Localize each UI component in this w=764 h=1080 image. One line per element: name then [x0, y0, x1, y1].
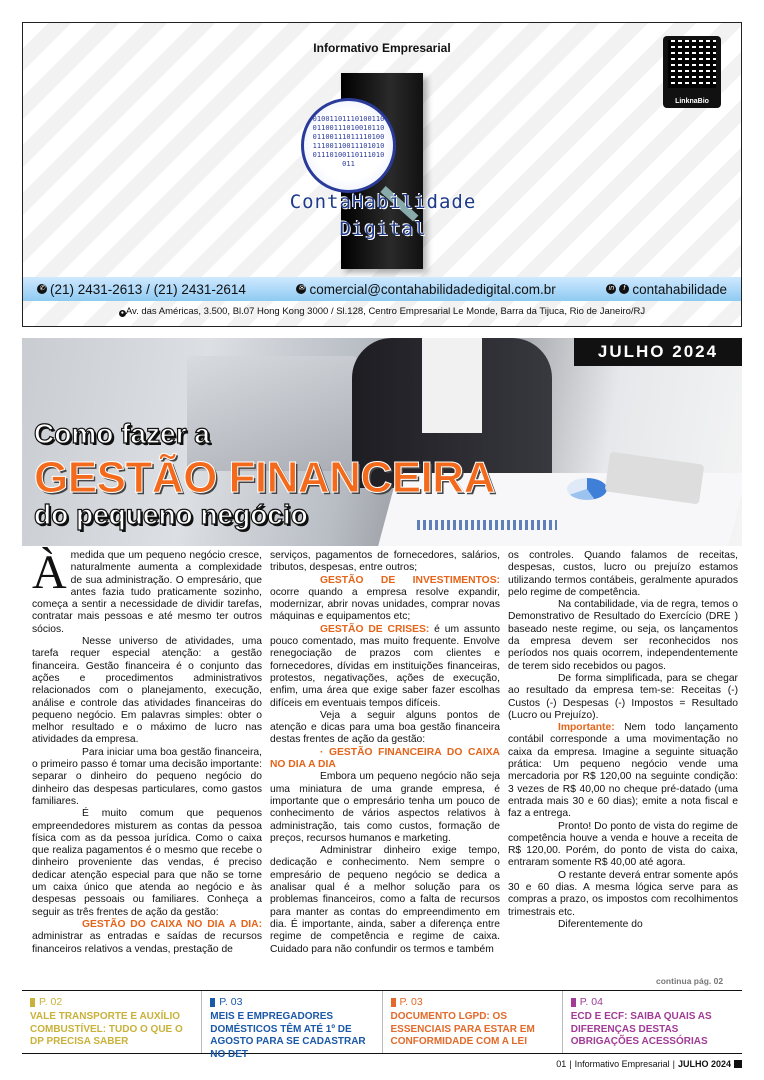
bar-chart-icon — [417, 520, 557, 530]
paragraph: Na contabilidade, via de regra, temos o Demonstrativo de Resultado do Exercício (DRE ) baseado neste regime, ou seja, os lançamentos da empresa devem ser reconhecidos nos períodos nos quais ocorrem, independentemente de terem sido recebidos ou pagos. — [508, 599, 738, 672]
masthead — [22, 22, 742, 327]
continued-link[interactable]: continua pág. 02 — [656, 976, 724, 986]
paragraph: Diferentemente do — [558, 918, 643, 930]
footer-month: JULHO 2024 — [677, 1059, 731, 1069]
headline-line2: GESTÃO FINANCEIRA — [34, 453, 495, 502]
headline-line1: Como fazer a — [34, 418, 210, 449]
qr-code-icon — [668, 40, 716, 88]
paragraph: Nem todo lançamento contábil corresponde a uma movimentação no caixa da empresa. Imagine a seguinte situação prática: Um pequeno negócio vende uma mercadoria por R$ 120,00 na seguinte condição: 3 vezes de R$ 40,00 no cheque pré-datado (uma entrada mais 30 e 60 dias); emite a nota fiscal e faz a entrega. — [508, 722, 738, 820]
article-body — [22, 546, 742, 984]
pie-chart-icon — [567, 478, 607, 500]
paragraph: De forma simplificada, para se chegar ao resultado da empresa tem-se: Receitas (-) Custos (-) Despesas (-) Impostos = Resultado (Lucro ou Prejuízo). — [508, 672, 738, 721]
teaser-item[interactable] — [383, 991, 563, 1053]
paragraph: O restante deverá entrar somente após 30 e 60 dias. A mesma lógica serve para as compras a prazo, os impostos com recolhimentos trimestrais etc. — [508, 869, 738, 918]
paragraph: Pronto! Do ponto de vista do regime de competência houve a venda e houve a receita de R$ 120,00. Porém, do ponto de vista do caixa, entraram somente R$ 40,00 até agora. — [508, 820, 738, 869]
company-logo — [289, 73, 477, 273]
paragraph: administrar as entradas e saídas de recursos financeiros relativos a vendas, prestação de — [32, 931, 262, 955]
teaser-headline: DOCUMENTO LGPD: OS ESSENCIAIS PARA ESTAR EM CONFORMIDADE COM A LEI — [390, 1011, 535, 1047]
headline-line3: do pequeno negócio — [34, 499, 308, 530]
hero-banner — [22, 338, 742, 546]
logo-line1: ContaHabilidade — [289, 191, 477, 213]
qr-code[interactable] — [663, 36, 721, 108]
section-heading: · GESTÃO FINANCEIRA DO CAIXA NO DIA A DIA — [270, 746, 500, 771]
address: ● Av. das Américas, 3.500, Bl.07 Hong Kong 3000 / Sl.128, Centro Empresarial Le Monde, Barra da Tijuca, Rio de Janeiro/RJ — [120, 306, 646, 317]
square-icon — [734, 1060, 742, 1068]
paragraph: serviços, pagamentos de fornecedores, salários, tributos, despesas, entre outros; — [270, 550, 500, 574]
paragraph: Nesse universo de atividades, uma tarefa requer especial atenção: a gestão financeira. Gestão financeira é o conjunto das ações e procedimentos administrativos relacionados com o planejamento, execução, análise e controle das atividades financeiras do pequeno negócio. Em palavras simples: obter o melhor resultado e o máximo de lucro nas atividades da empresa. — [32, 636, 262, 746]
magnifier-icon: 0100110111010011001100111010010110011001110111101001110011001110101001110100110111010011 — [301, 98, 396, 193]
teaser-headline: MEIS E EMPREGADORES DOMÉSTICOS TÊM ATÉ 1º DE AGOSTO PARA SE CADASTRAR NO DET — [210, 1011, 366, 1060]
teaser-headline: ECD E ECF: SAIBA QUAIS AS DIFERENÇAS DESTAS OBRIGAÇÕES ACESSÓRIAS — [570, 1011, 712, 1047]
page-marker-icon — [210, 998, 215, 1007]
paragraph: os controles. Quando falamos de receitas, despesas, custos, lucro ou prejuízo estamos utilizando termos contábeis, geralmente apurados pelo regime de competência. — [508, 550, 738, 598]
paragraph: É muito comum que pequenos empreendedores misturem as contas da pessoa física com as da pessoa jurídica. Como o caixa que realiza pagamentos é o mesmo que recebe o dinheiro proveniente das vendas, é preciso dedicar atenção especial para que não se torne um caixa único que atenda ao negócio e às despesas pessoais ou familiares. Conheça a seguir as três frentes de ação da gestão: — [32, 808, 262, 918]
article-column-2 — [270, 550, 500, 956]
teaser-page: P. 03 — [219, 996, 243, 1008]
logo-line2: Digital — [339, 218, 427, 240]
page-marker-icon — [571, 998, 576, 1007]
paragraph: Administrar dinheiro exige tempo, dedicação e conhecimento. Nem sempre o empresário de pequeno negócio se dedica a analisar qual é a melhor solução para os problemas financeiros, como a falta de recursos para manter as contas do empreendimento em dia. É importante, ainda, saber a diferença entre regime de competência e regime de caixa. Cuidado para não confundir os termos e também — [270, 845, 500, 955]
paragraph: é um assunto pouco comentado, mas muito frequente. Envolve renegociação de prazos com clientes e fornecedores, dívidas em instituições financeiras, protestos, negativações, ações de execução, enfim, uma área que exige saber fazer escolhas difíceis em eventuais tempos difíceis. — [270, 623, 500, 709]
phone-contact[interactable]: ✆ (21) 2431-2613 / (21) 2431-2614 — [37, 282, 246, 297]
email-contact[interactable]: ✉ comercial@contahabilidadedigital.com.br — [296, 282, 555, 297]
page-footer — [556, 1059, 742, 1069]
issue-month: JULHO 2024 — [574, 338, 742, 366]
teaser-bar — [22, 990, 742, 1060]
teaser-page: P. 02 — [39, 996, 63, 1008]
section-heading: Importante: — [558, 722, 615, 734]
location-icon: ● — [120, 310, 124, 316]
paragraph: Para iniciar uma boa gestão financeira, o primeiro passo é tomar uma decisão importante: separar o dinheiro do pequeno negócio do dinheiro das despesas particulares, como gastos familiares. — [32, 746, 262, 807]
shirt-image — [422, 338, 482, 433]
article-column-3 — [508, 550, 738, 931]
teaser-item[interactable] — [202, 991, 382, 1060]
paragraph: medida que um pequeno negócio cresce, naturalmente aumenta a complexidade de sua administração. O empresário, que antes fazia tudo praticamente sozinho, começa a sentir a necessidade de dividir tarefas, contratar mais pessoas e até mesmo ter outros sócios. — [32, 550, 262, 635]
publication-title: Informativo Empresarial — [313, 41, 451, 55]
teaser-page: P. 04 — [579, 996, 603, 1008]
teaser-headline: VALE TRANSPORTE E AUXÍLIO COMBUSTÍVEL: TUDO O QUE O DP PRECISA SABER — [30, 1011, 183, 1047]
teaser-page: P. 03 — [399, 996, 423, 1008]
drop-cap: À — [32, 546, 67, 599]
section-heading: GESTÃO DE INVESTIMENTOS: — [320, 574, 500, 586]
page-marker-icon — [391, 998, 396, 1007]
page-number: 01 — [556, 1059, 567, 1069]
paragraph: ocorre quando a empresa resolve expandir, modernizar, abrir novas unidades, comprar novas máquinas e equipamentos etc; — [270, 586, 500, 623]
paragraph: Embora um pequeno negócio não seja uma miniatura de uma grande empresa, é importante que o empresário tenha um pouco de conhecimento de vários aspectos relativos à administração, tais como custos, formação de preços, recursos humanos e marketing. — [270, 771, 500, 844]
facebook-icon: f — [619, 284, 629, 294]
paragraph: Veja a seguir alguns pontos de atenção e dicas para uma boa gestão financeira destas frentes de ação da gestão: — [270, 709, 500, 746]
separator: | — [672, 1059, 675, 1069]
teaser-item[interactable] — [563, 991, 742, 1053]
section-heading: GESTÃO DE CRISES: — [320, 623, 430, 635]
section-heading: GESTÃO DO CAIXA NO DIA A DIA: — [82, 918, 262, 930]
page-marker-icon — [30, 998, 35, 1007]
email-icon: ✉ — [296, 284, 306, 294]
phone-icon: ✆ — [37, 284, 47, 294]
qr-label: LinknaBio — [675, 98, 709, 105]
article-column-1 — [32, 546, 262, 956]
separator: | — [569, 1059, 572, 1069]
publication-name: Informativo Empresarial — [574, 1059, 670, 1069]
contact-bar — [23, 277, 741, 301]
teaser-item[interactable] — [22, 991, 202, 1053]
social-contact[interactable]: in f contahabilidade — [606, 282, 727, 297]
linkedin-icon: in — [606, 284, 616, 294]
